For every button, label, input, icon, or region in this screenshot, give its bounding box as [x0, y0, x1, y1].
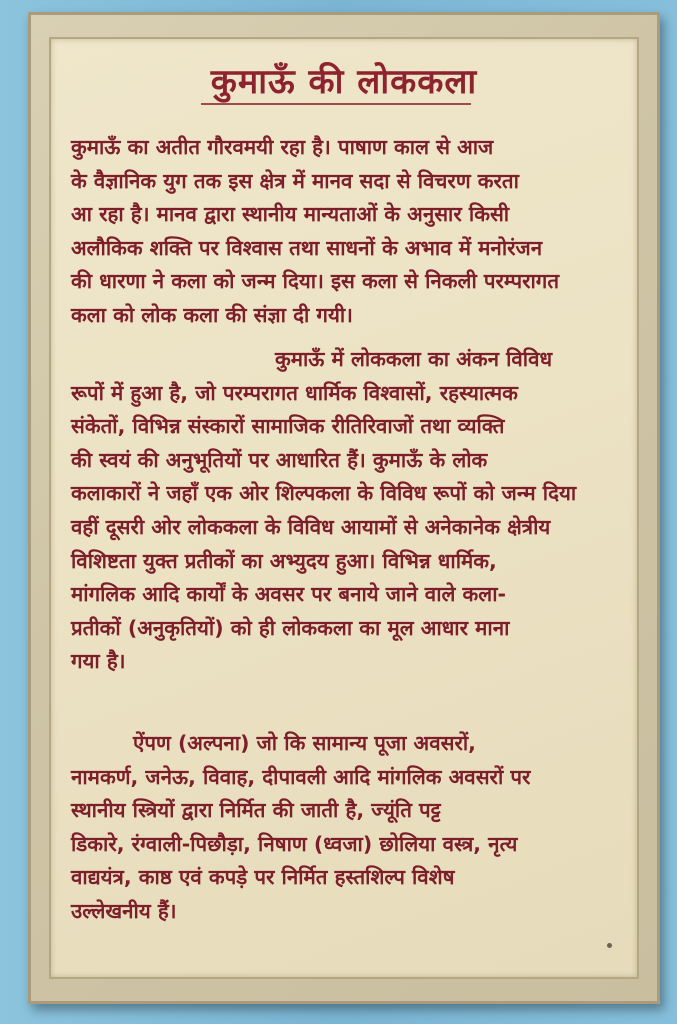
text-line: कुमाऊँ में लोककला का अंकन विविध: [275, 347, 553, 371]
text-line: प्रतीकों (अनुकृतियों) को ही लोककला का मूल आधार माना: [71, 615, 510, 640]
text-line: विशिष्टता युक्त प्रतीकों का अभ्युदय हुआ। विभिन्न धार्मिक,: [71, 548, 497, 573]
text-line: कला को लोक कला की संज्ञा दी गयी।: [71, 302, 353, 327]
text-line: आ रहा है। मानव द्वारा स्थानीय मान्यताओं के अनुसार किसी: [71, 202, 510, 227]
title-underline: [201, 103, 471, 105]
text-line: की स्वयं की अनुभूतियों पर आधारित हैं। कुमाऊँ के लोक: [71, 447, 488, 472]
text-line: ऐंपण (अल्पना) जो कि सामान्य पूजा अवसरों,: [133, 731, 476, 755]
text-line: उल्लेखनीय हैं।: [71, 898, 177, 923]
text-line: अलौकिक शक्ति पर विश्वास तथा साधनों के अभाव में मनोरंजन: [71, 235, 543, 260]
text-line: के वैज्ञानिक युग तक इस क्षेत्र में मानव सदा से विचरण करता: [71, 168, 519, 193]
sign-frame: [28, 12, 660, 1004]
paragraph-3: [71, 727, 627, 929]
text-line: डिकारे, रंग्वाली-पिछौड़ा, निषाण (ध्वजा) छोलिया वस्त्र, नृत्य: [71, 831, 518, 856]
paragraph-2: [71, 343, 627, 679]
text-line: मांगलिक आदि कार्यों के अवसर पर बनाये जाने वाले कला-: [71, 582, 507, 607]
text-line: स्थानीय स्त्रियों द्वारा निर्मित की जाती है, ज्यूंति पट्ट: [71, 798, 441, 823]
sign-board: [49, 37, 639, 979]
paragraph-1: [71, 131, 627, 333]
text-line: की धारणा ने कला को जन्म दिया। इस कला से निकली परम्परागत: [71, 269, 560, 294]
sign-title: कुमाऊँ की लोककला: [210, 62, 478, 102]
text-line: रूपों में हुआ है, जो परम्परागत धार्मिक विश्वासों, रहस्यात्मक: [71, 380, 518, 405]
text-line: संकेतों, विभिन्न संस्कारों सामाजिक रीतिरिवाजों तथा व्यक्ति: [71, 414, 505, 439]
text-line: नामकर्ण, जनेऊ, विवाह, दीपावली आदि मांगलिक अवसरों पर: [71, 764, 531, 789]
text-line: कुमाऊँ का अतीत गौरवमयी रहा है। पाषाण काल से आज: [71, 135, 494, 159]
text-line: गया है।: [71, 649, 126, 674]
nail-mark: [607, 943, 612, 948]
text-line: कलाकारों ने जहाँ एक ओर शिल्पकला के विविध रूपों को जन्म दिया: [71, 481, 577, 506]
text-line: वहीं दूसरी ओर लोककला के विविध आयामों से अनेकानेक क्षेत्रीय: [71, 514, 551, 539]
text-line: वाद्ययंत्र, काष्ठ एवं कपड़े पर निर्मित हस्तशिल्प विशेष: [71, 865, 455, 890]
